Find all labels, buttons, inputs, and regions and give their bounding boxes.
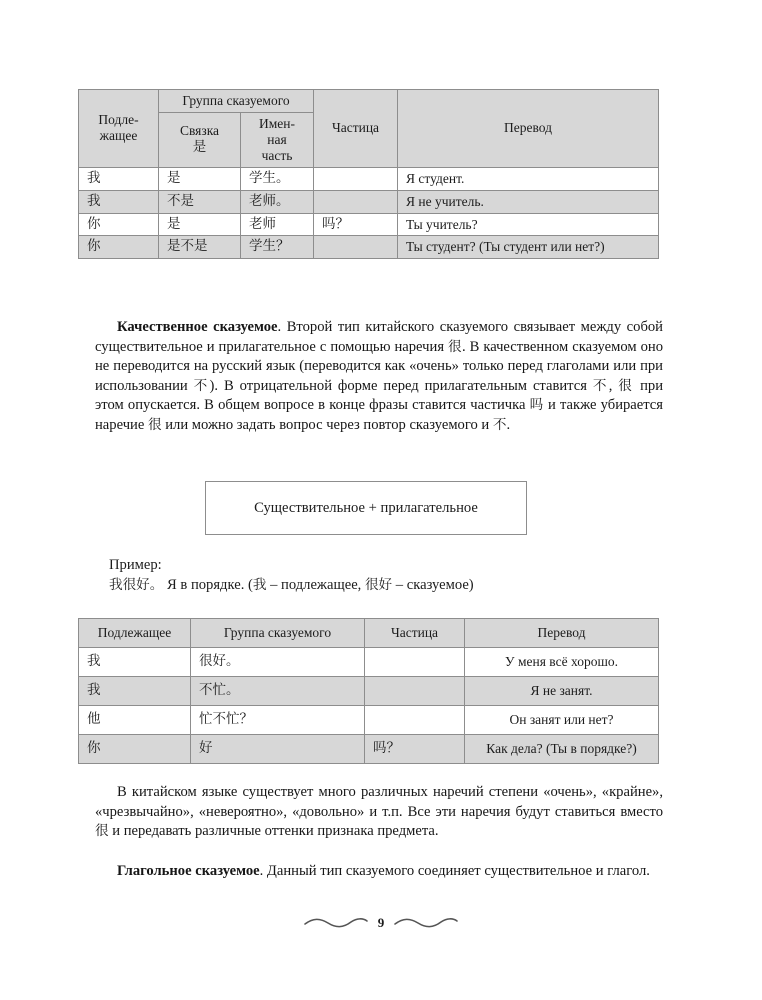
example-rus-2: – подлежащее,: [266, 577, 365, 593]
example-rus-3: – сказуемое): [392, 577, 474, 593]
cell-particle: [314, 167, 398, 190]
header-copula-char: 是: [192, 139, 207, 156]
header-copula-label: Связка: [179, 123, 220, 139]
cell-predicate: 很好。: [191, 648, 365, 677]
cell-copula: 是不是: [159, 236, 241, 259]
header-particle: Частица: [365, 619, 465, 648]
cell-nominal: 学生。: [241, 167, 314, 190]
han-char-bu: 不: [492, 416, 507, 433]
han-char-hen: 很: [448, 338, 462, 355]
table-row: [79, 167, 659, 190]
cell-translation: Я студент.: [398, 167, 659, 190]
han-char-bu: 不: [193, 377, 210, 394]
table-row: [79, 213, 659, 236]
cell-subject: 我: [79, 190, 159, 213]
paragraph-text-1: . Второй тип китайского сказуемого связывает между собой существительное и прилагательное с помощью наречия: [95, 319, 663, 355]
example-rus-1: Я в порядке. (: [163, 577, 253, 593]
table-row: [79, 735, 659, 764]
cell-translation: У меня всё хорошо.: [465, 648, 659, 677]
cell-predicate: 好: [191, 735, 365, 764]
paragraph-adverbs: [95, 783, 663, 842]
header-translation: Перевод: [398, 90, 659, 168]
cell-nominal: 老师: [241, 213, 314, 236]
han-char-hen: 很: [618, 377, 635, 394]
header-subject-line1: Подле-: [98, 112, 139, 128]
cell-copula: 不是: [159, 190, 241, 213]
example-han-2: 我: [252, 577, 267, 593]
cell-particle: [314, 190, 398, 213]
han-char-hen: 很: [95, 823, 109, 839]
cell-translation: Он занят или нет?: [465, 706, 659, 735]
example-han-1: 我很好。: [109, 577, 164, 593]
cell-subject: 我: [79, 167, 159, 190]
paragraph-verbal-predicate: [95, 862, 663, 882]
cell-copula: 是: [159, 213, 241, 236]
header-nominal-part: [241, 112, 314, 167]
formula-text: Существительное + прилагательное: [254, 499, 478, 516]
paragraph-text-3: ). В отрицательной форме перед прилагательным ставится: [209, 377, 593, 394]
paragraph-lead-term: Качественное сказуемое: [117, 319, 278, 335]
table-header-row: [79, 619, 659, 648]
cell-nominal: 老师。: [241, 190, 314, 213]
han-char-hen: 很: [147, 416, 162, 433]
cell-predicate: 不忙。: [191, 677, 365, 706]
cell-translation: Я не учитель.: [398, 190, 659, 213]
wave-ornament-left-icon: [303, 917, 369, 929]
example-sentence: [109, 575, 474, 595]
cell-subject: 他: [79, 706, 191, 735]
cell-translation: Ты учитель?: [398, 213, 659, 236]
cell-translation: Ты студент? (Ты студент или нет?): [398, 236, 659, 259]
table-row: [79, 677, 659, 706]
cell-translation: Как дела? (Ты в порядке?): [465, 735, 659, 764]
example-label: Пример:: [109, 557, 162, 573]
table-header-row-top: [79, 90, 659, 113]
qualitative-predicate-table: [78, 618, 659, 764]
header-particle: Частица: [314, 90, 398, 168]
cell-copula: 是: [159, 167, 241, 190]
cell-subject: 你: [79, 236, 159, 259]
paragraph-text-6: и также убирается наречие: [95, 397, 664, 433]
paragraph-text-1: . Данный тип сказуемого соединяет существительное и глагол.: [259, 863, 650, 879]
header-predicate-group: Группа сказуемого: [191, 619, 365, 648]
header-translation: Перевод: [465, 619, 659, 648]
nominal-predicate-table: [78, 89, 659, 259]
cell-particle: [365, 677, 465, 706]
example-block: [109, 555, 474, 595]
header-nominal-line3: часть: [261, 147, 293, 163]
cell-subject: 你: [79, 735, 191, 764]
cell-translation: Я не занят.: [465, 677, 659, 706]
cell-particle: [314, 236, 398, 259]
example-han-3: 很好: [364, 577, 393, 593]
page-number: 9: [377, 915, 385, 930]
cell-subject: 我: [79, 677, 191, 706]
formula-box: [205, 481, 527, 535]
paragraph-text-4: ,: [608, 377, 619, 394]
header-copula: [159, 112, 241, 167]
header-subject: Подлежащее: [79, 619, 191, 648]
table-row: [79, 706, 659, 735]
header-nominal-line2: ная: [267, 131, 287, 147]
cell-nominal: 学生？: [241, 236, 314, 259]
paragraph-text-2: и передавать различные оттенки признака предмета.: [108, 823, 439, 839]
header-predicate-group: Группа сказуемого: [159, 90, 314, 113]
cell-particle: 吗？: [365, 735, 465, 764]
paragraph-text-7: или можно задать вопрос через повтор сказуемого и: [161, 416, 493, 433]
paragraph-text-5: при этом опускается. В общем вопросе в конце фразы ставится частичка: [95, 377, 664, 413]
cell-subject: 你: [79, 213, 159, 236]
cell-predicate: 忙不忙？: [191, 706, 365, 735]
paragraph-lead-term: Глагольное сказуемое: [117, 863, 260, 879]
han-char-ma: 吗: [529, 397, 544, 413]
header-subject-line2: жащее: [99, 128, 138, 144]
header-nominal-line1: Имен-: [259, 115, 296, 131]
cell-particle: 吗？: [314, 213, 398, 236]
cell-particle: [365, 706, 465, 735]
table-row: [79, 190, 659, 213]
wave-ornament-right-icon: [393, 917, 459, 929]
paragraph-text-1: В китайском языке существует много различных наречий степени «очень», «крайне», «чрезвычайно», «невероятно», «довольно» и т.п. Все эти наречия будут ставиться вместо: [95, 784, 663, 820]
header-subject: [79, 90, 159, 168]
page-footer: [0, 915, 762, 931]
cell-particle: [365, 648, 465, 677]
paragraph-text-8: .: [506, 416, 511, 433]
table-row: [79, 236, 659, 259]
table-row: [79, 648, 659, 677]
paragraph-qualitative-predicate: [95, 318, 663, 435]
paragraph-text-2: . В качественном сказуемом оно не переводится на русский язык (переводится как «очень» только перед глаголами или при использовании: [95, 338, 664, 394]
cell-subject: 我: [79, 648, 191, 677]
han-char-bu: 不: [592, 377, 609, 394]
